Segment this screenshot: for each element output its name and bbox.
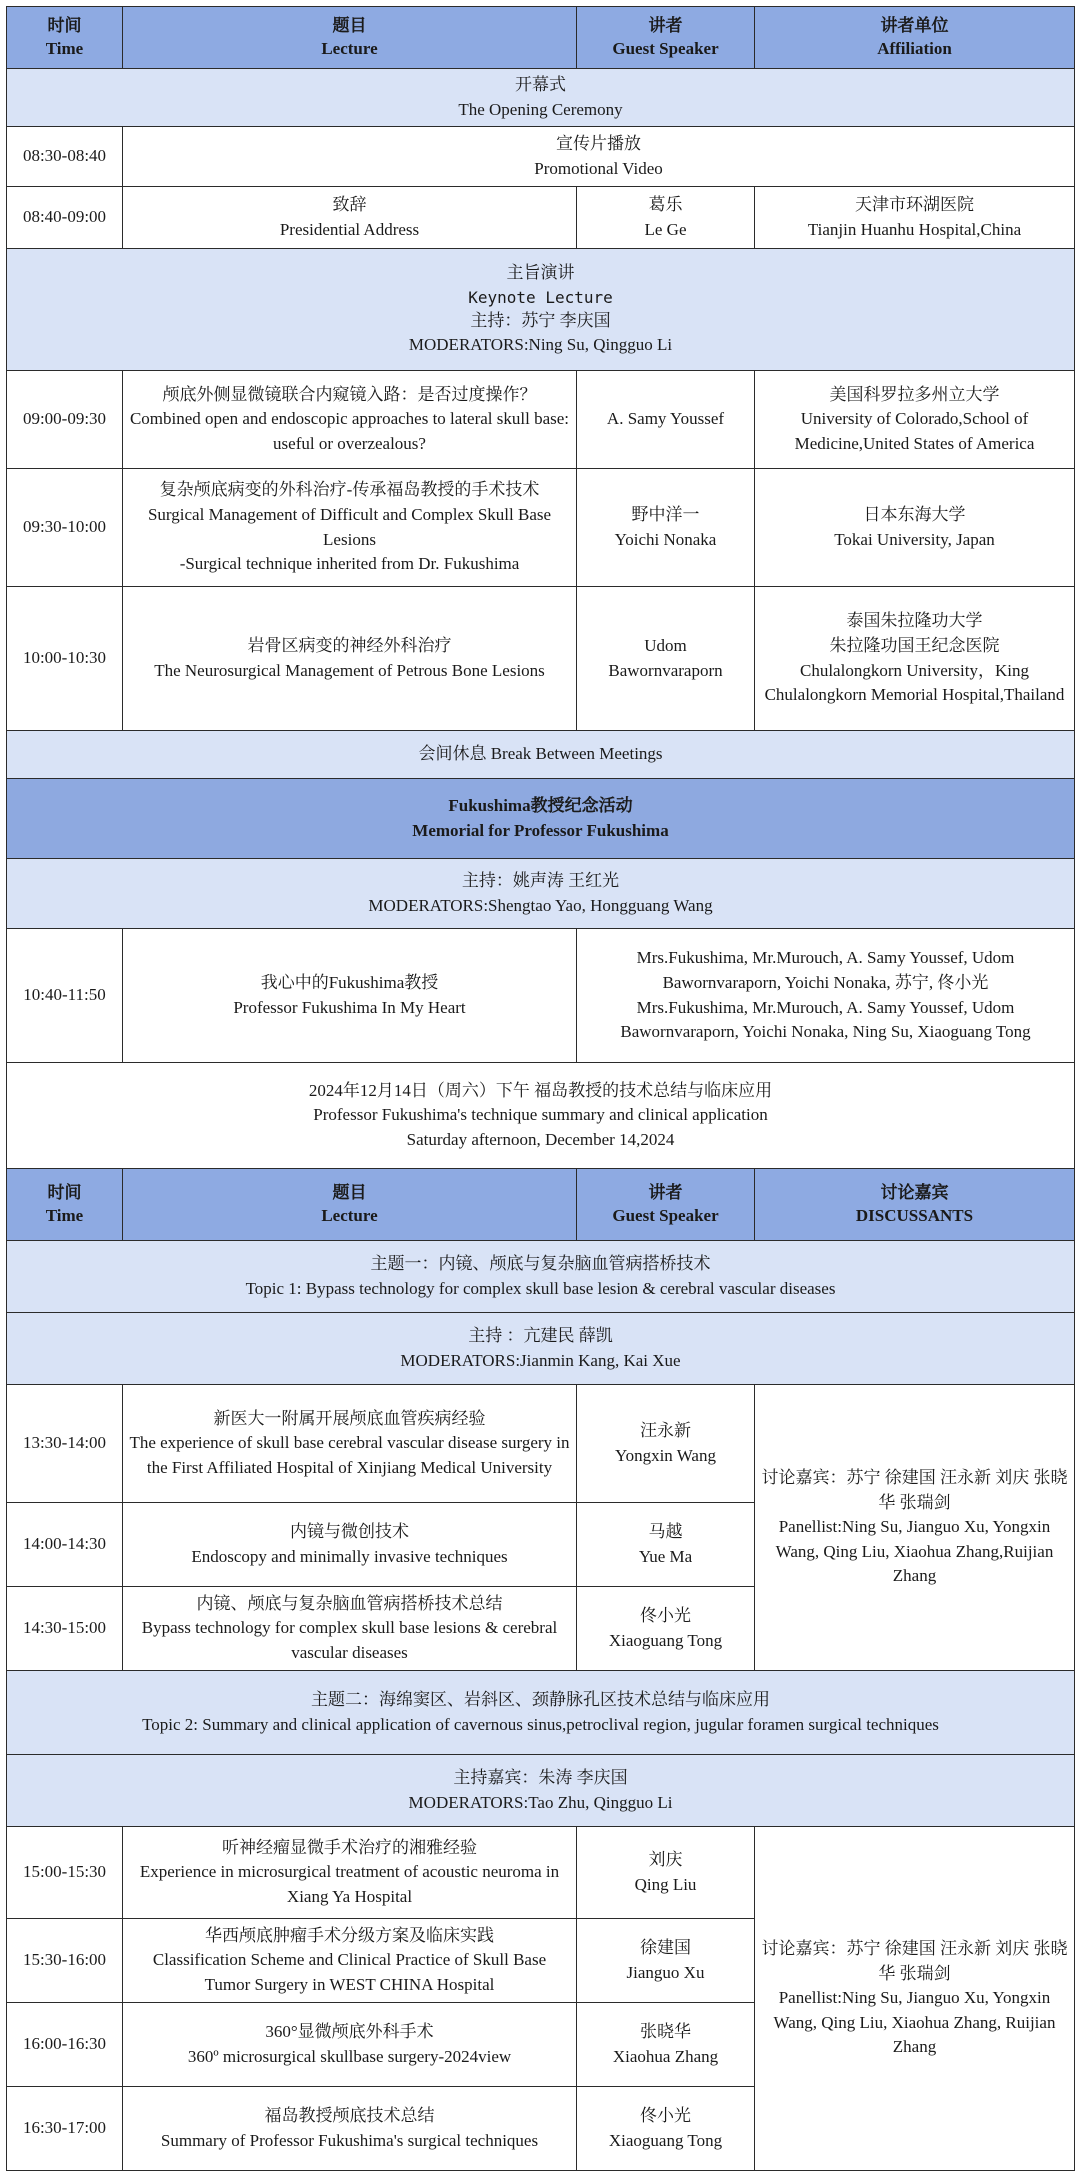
speaker-cell: 马越 Yue Ma (577, 1503, 755, 1587)
keynote-row (7, 249, 1075, 371)
opening-cell: 开幕式 The Opening Ceremony (7, 69, 1075, 127)
time-cell: 10:00-10:30 (7, 587, 123, 731)
affiliation-cell: 美国科罗拉多州立大学 University of Colorado,School of Medicine,United States of America (755, 371, 1075, 469)
time-cell: 09:30-10:00 (7, 469, 123, 587)
table-row (7, 371, 1075, 469)
time-cell: 16:00-16:30 (7, 2003, 123, 2087)
topic2-moderators-cell: 主持嘉宾：朱涛 李庆国 MODERATORS:Tao Zhu, Qingguo Li (7, 1755, 1075, 1827)
table-row (7, 1827, 1075, 1919)
lecture-cell: 岩骨区病变的神经外科治疗 The Neurosurgical Management of Petrous Bone Lesions (123, 587, 577, 731)
time-cell: 14:30-15:00 (7, 1587, 123, 1671)
time-cell: 16:30-17:00 (7, 2087, 123, 2171)
header-row-1 (7, 7, 1075, 69)
header-time: 时间 Time (7, 1169, 123, 1241)
lecture-cell: 360°显微颅底外科手术 360º microsurgical skullbase surgery-2024view (123, 2003, 577, 2087)
lecture-cell: 听神经瘤显微手术治疗的湘雅经验 Experience in microsurgical treatment of acoustic neuroma in Xiang Ya Hospital (123, 1827, 577, 1919)
header-speaker: 讲者 Guest Speaker (577, 1169, 755, 1241)
table-row (7, 1385, 1075, 1503)
speaker-cell: 佟小光 Xiaoguang Tong (577, 1587, 755, 1671)
topic1-moderators-cell: 主持 ：亢建民 薛凯 MODERATORS:Jianmin Kang, Kai Xue (7, 1313, 1075, 1385)
lecture-cell: 颅底外侧显微镜联合内窥镜入路：是否过度操作？ Combined open and endoscopic approaches to lateral skull base: useful or overzealous? (123, 371, 577, 469)
affiliation-cell: 日本东海大学 Tokai University, Japan (755, 469, 1075, 587)
table-row (7, 127, 1075, 187)
afternoon-row (7, 1063, 1075, 1169)
speaker-cell: 刘庆 Qing Liu (577, 1827, 755, 1919)
header-affiliation: 讲者单位 Affiliation (755, 7, 1075, 69)
speaker-cell: Udom Bawornvaraporn (577, 587, 755, 731)
time-cell: 09:00-09:30 (7, 371, 123, 469)
memorial-moderators-cell: 主持：姚声涛 王红光 MODERATORS:Shengtao Yao, Hongguang Wang (7, 859, 1075, 929)
time-cell: 15:00-15:30 (7, 1827, 123, 1919)
speaker-cell: 张晓华 Xiaohua Zhang (577, 2003, 755, 2087)
affiliation-cell: 泰国朱拉隆功大学 朱拉隆功国王纪念医院 Chulalongkorn University，King Chulalongkorn Memorial Hospital,Thailand (755, 587, 1075, 731)
topic1-cell: 主题一：内镜、颅底与复杂脑血管病搭桥技术 Topic 1: Bypass technology for complex skull base lesion & cerebral vascular diseases (7, 1241, 1075, 1313)
lecture-cell: 新医大一附属开展颅底血管疾病经验 The experience of skull base cerebral vascular disease surgery in the First Affiliated Hospital of Xinjiang Medical University (123, 1385, 577, 1503)
affiliation-cell: 天津市环湖医院 Tianjin Huanhu Hospital,China (755, 187, 1075, 249)
topic2-row (7, 1671, 1075, 1755)
time-cell: 15:30-16:00 (7, 1919, 123, 2003)
lecture-cell: 内镜与微创技术 Endoscopy and minimally invasive techniques (123, 1503, 577, 1587)
speaker-cell: 葛乐 Le Ge (577, 187, 755, 249)
header-time: 时间 Time (7, 7, 123, 69)
table-row (7, 187, 1075, 249)
discussants-cell: 讨论嘉宾：苏宁 徐建国 汪永新 刘庆 张晓华 张瑞剑 Panellist:Ning Su, Jianguo Xu, Yongxin Wang, Qing Liu, Xiaohua Zhang,Ruijian Zhang (755, 1385, 1075, 1671)
table-row (7, 929, 1075, 1063)
lecture-cell: 我心中的Fukushima教授 Professor Fukushima In My Heart (123, 929, 577, 1063)
topic2-moderators-row (7, 1755, 1075, 1827)
speaker-cell: Mrs.Fukushima, Mr.Murouch, A. Samy Youssef, Udom Bawornvaraporn, Yoichi Nonaka, 苏宁, 佟小光 Mrs.Fukushima, Mr.Murouch, A. Samy Youssef, Udom Bawornvaraporn, Yoichi Nonaka, Ning Su, Xiaoguang Tong (577, 929, 1075, 1063)
speaker-cell: 佟小光 Xiaoguang Tong (577, 2087, 755, 2171)
lecture-cell: 复杂颅底病变的外科治疗-传承福岛教授的手术技术 Surgical Management of Difficult and Complex Skull Base Lesions -Surgical technique inherited from Dr. Fukushima (123, 469, 577, 587)
memorial-moderators-row (7, 859, 1075, 929)
opening-row (7, 69, 1075, 127)
header-discussants: 讨论嘉宾 DISCUSSANTS (755, 1169, 1075, 1241)
speaker-cell: 徐建国 Jianguo Xu (577, 1919, 755, 2003)
topic1-moderators-row (7, 1313, 1075, 1385)
memorial-cell: Fukushima教授纪念活动 Memorial for Professor Fukushima (7, 779, 1075, 859)
header-lecture: 题目 Lecture (123, 1169, 577, 1241)
table-row (7, 469, 1075, 587)
lecture-cell: 宣传片播放 Promotional Video (123, 127, 1075, 187)
keynote-cell: 主旨演讲 Keynote Lecture 主持：苏宁 李庆国 MODERATORS:Ning Su, Qingguo Li (7, 249, 1075, 371)
speaker-cell: 汪永新 Yongxin Wang (577, 1385, 755, 1503)
program-table (6, 6, 1075, 2171)
header-row-2 (7, 1169, 1075, 1241)
discussants-cell: 讨论嘉宾：苏宁 徐建国 汪永新 刘庆 张晓华 张瑞剑 Panellist:Ning Su, Jianguo Xu, Yongxin Wang, Qing Liu, Xiaohua Zhang, Ruijian Zhang (755, 1827, 1075, 2171)
lecture-cell: 华西颅底肿瘤手术分级方案及临床实践 Classification Scheme and Clinical Practice of Skull Base Tumor Surgery in WEST CHINA Hospital (123, 1919, 577, 2003)
speaker-cell: 野中洋一 Yoichi Nonaka (577, 469, 755, 587)
time-cell: 08:40-09:00 (7, 187, 123, 249)
table-row (7, 587, 1075, 731)
lecture-cell: 内镜、颅底与复杂脑血管病搭桥技术总结 Bypass technology for complex skull base lesions & cerebral vascular diseases (123, 1587, 577, 1671)
memorial-row (7, 779, 1075, 859)
header-speaker: 讲者 Guest Speaker (577, 7, 755, 69)
topic2-cell: 主题二：海绵窦区、岩斜区、颈静脉孔区技术总结与临床应用 Topic 2: Summary and clinical application of cavernous sinus,petroclival region, jugular foramen surgical techniques (7, 1671, 1075, 1755)
header-lecture: 题目 Lecture (123, 7, 577, 69)
topic1-row (7, 1241, 1075, 1313)
lecture-cell: 福岛教授颅底技术总结 Summary of Professor Fukushima's surgical techniques (123, 2087, 577, 2171)
afternoon-cell: 2024年12月14日（周六）下午 福岛教授的技术总结与临床应用 Professor Fukushima's technique summary and clinical application Saturday afternoon, December 14,2024 (7, 1063, 1075, 1169)
break-row (7, 731, 1075, 779)
time-cell: 14:00-14:30 (7, 1503, 123, 1587)
break-cell: 会间休息 Break Between Meetings (7, 731, 1075, 779)
time-cell: 10:40-11:50 (7, 929, 123, 1063)
time-cell: 08:30-08:40 (7, 127, 123, 187)
speaker-cell: A. Samy Youssef (577, 371, 755, 469)
lecture-cell: 致辞 Presidential Address (123, 187, 577, 249)
time-cell: 13:30-14:00 (7, 1385, 123, 1503)
